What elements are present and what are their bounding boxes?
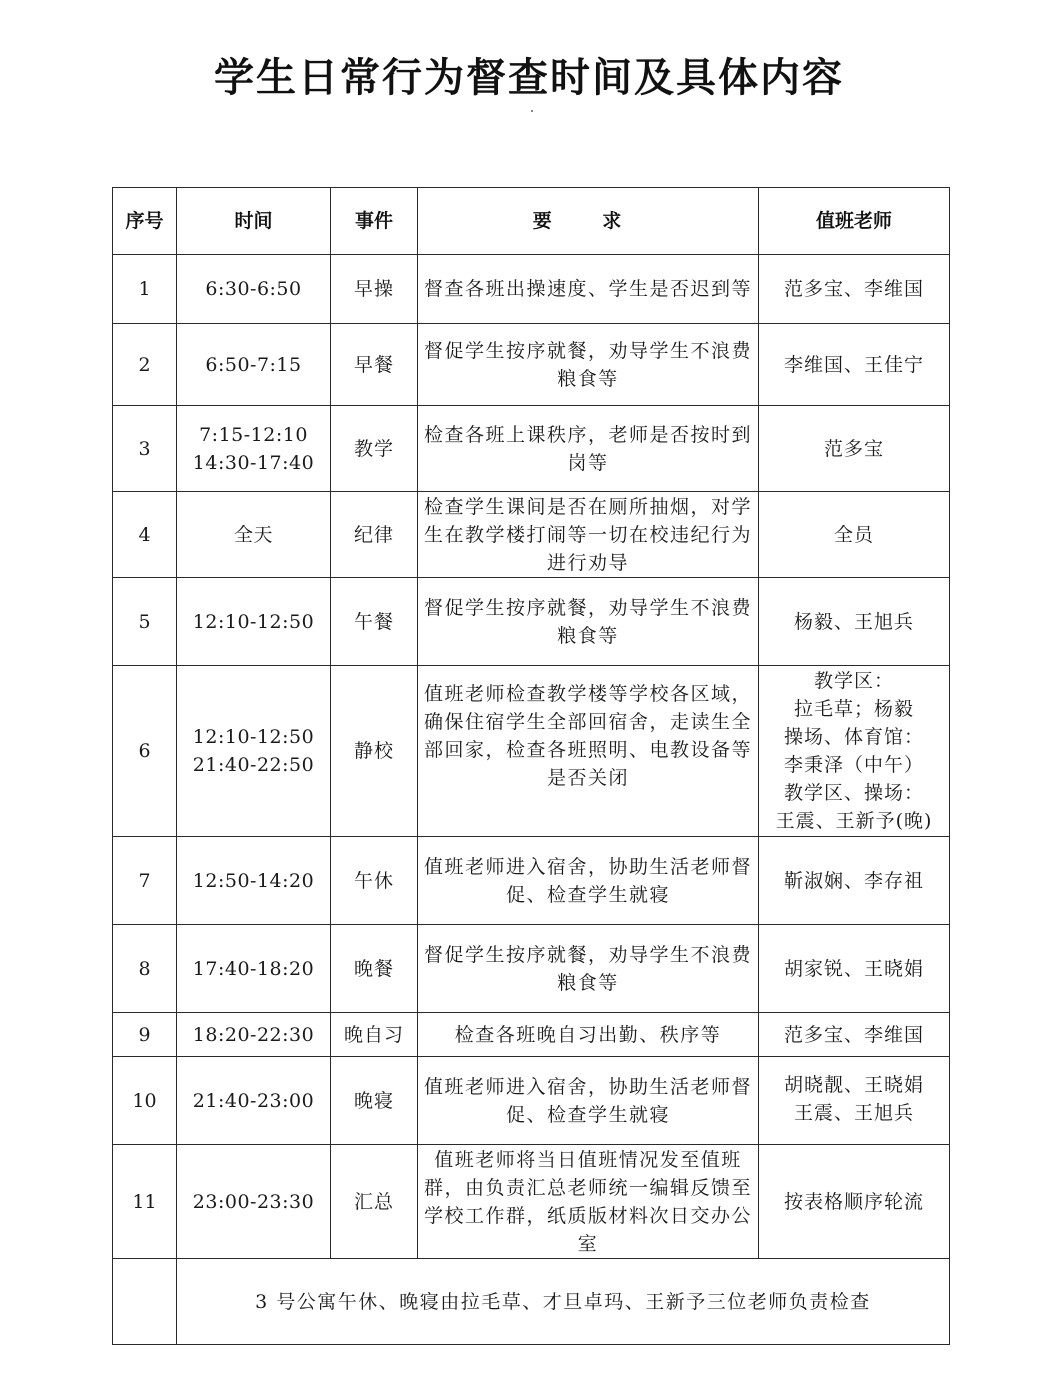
event-cell: 早餐 [331, 324, 418, 406]
time-cell [177, 578, 331, 666]
header-requirement-label: 要 求 [532, 210, 644, 232]
time-cell [177, 1145, 331, 1259]
time-line: 6:30-6:50 [205, 278, 302, 300]
teacher-cell [759, 324, 950, 406]
table-row [113, 492, 950, 578]
seq-cell: 9 [113, 1013, 177, 1057]
header-requirement [418, 188, 759, 255]
time-cell [177, 1057, 331, 1145]
requirement-cell: 检查学生课间是否在厕所抽烟，对学生在教学楼打闹等一切在校违纪行为进行劝导 [418, 492, 759, 578]
teacher-line: 王震、王旭兵 [793, 1102, 914, 1124]
note-row [113, 1259, 950, 1345]
seq-cell: 5 [113, 578, 177, 666]
dot-mark [531, 110, 533, 112]
teacher-line: 按表格顺序轮流 [783, 1190, 924, 1213]
requirement-cell: 值班老师检查教学楼等学校各区域，确保住宿学生全部回宿舍，走读生全部回家，检查各班照明、电教设备等是否关闭 [418, 666, 759, 837]
seq-cell: 11 [113, 1145, 177, 1259]
teacher-cell [759, 255, 950, 324]
event-cell: 晚餐 [331, 925, 418, 1013]
time-cell [177, 492, 331, 578]
time-cell [177, 406, 331, 492]
table-row [113, 1013, 950, 1057]
time-cell [177, 1013, 331, 1057]
time-line: 18:20-22:30 [192, 1023, 315, 1046]
event-cell: 午餐 [331, 578, 418, 666]
time-line: 21:40-23:00 [192, 1089, 315, 1112]
seq-cell: 8 [113, 925, 177, 1013]
page-title: 学生日常行为督查时间及具体内容 [214, 55, 844, 101]
time-line: 14:30-17:40 [192, 451, 315, 474]
teacher-cell [759, 666, 950, 837]
note-blank-cell [113, 1259, 177, 1345]
time-line: 6:50-7:15 [205, 353, 302, 376]
requirement-cell: 检查各班上课秩序，老师是否按时到岗等 [418, 406, 759, 492]
time-cell [177, 255, 331, 324]
teacher-line: 胡家锐、王晓娟 [783, 957, 924, 980]
note-cell: 3 号公寓午休、晚寝由拉毛草、才旦卓玛、王新予三位老师负责检查 [177, 1259, 950, 1345]
table-row [113, 255, 950, 324]
requirement-cell: 督查各班出操速度、学生是否迟到等 [418, 255, 759, 324]
table-row [113, 1057, 950, 1145]
event-cell: 教学 [331, 406, 418, 492]
teacher-cell [759, 1057, 950, 1145]
time-cell [177, 324, 331, 406]
teacher-cell [759, 1013, 950, 1057]
event-cell: 汇总 [331, 1145, 418, 1259]
teacher-cell [759, 578, 950, 666]
requirement-cell: 值班老师进入宿舍，协助生活老师督促、检查学生就寝 [418, 837, 759, 925]
requirement-cell: 检查各班晚自习出勤、秩序等 [418, 1013, 759, 1057]
table-row [113, 1145, 950, 1259]
requirement-cell: 值班老师进入宿舍，协助生活老师督促、检查学生就寝 [418, 1057, 759, 1145]
seq-cell: 3 [113, 406, 177, 492]
time-line: 12:10-12:50 [192, 610, 315, 633]
teacher-line: 教学区、操场： [783, 782, 924, 804]
teacher-line: 靳淑娴、李存祖 [783, 869, 924, 892]
teacher-cell [759, 1145, 950, 1259]
teacher-line: 教学区： [813, 670, 894, 692]
teacher-cell [759, 925, 950, 1013]
teacher-line: 胡晓靓、王晓娟 [783, 1074, 924, 1096]
header-event: 事件 [331, 188, 418, 255]
seq-cell: 10 [113, 1057, 177, 1145]
header-seq: 序号 [113, 188, 177, 255]
time-line: 17:40-18:20 [192, 957, 315, 980]
schedule-table [112, 187, 950, 1345]
teacher-line: 李维国、王佳宁 [783, 353, 924, 376]
event-cell: 静校 [331, 666, 418, 837]
teacher-line: 范多宝 [823, 437, 884, 460]
time-line: 23:00-23:30 [192, 1190, 315, 1213]
time-cell [177, 925, 331, 1013]
requirement-cell: 督促学生按序就餐，劝导学生不浪费粮食等 [418, 925, 759, 1013]
requirement-cell: 值班老师将当日值班情况发至值班群，由负责汇总老师统一编辑反馈至学校工作群，纸质版材料次日交办公室 [418, 1145, 759, 1259]
table-row [113, 666, 950, 837]
teacher-line: 范多宝、李维国 [783, 1023, 924, 1046]
teacher-cell [759, 492, 950, 578]
table-row [113, 578, 950, 666]
event-cell: 纪律 [331, 492, 418, 578]
teacher-line: 范多宝、李维国 [783, 278, 924, 300]
seq-cell: 7 [113, 837, 177, 925]
table-row [113, 837, 950, 925]
requirement-cell: 督促学生按序就餐，劝导学生不浪费粮食等 [418, 324, 759, 406]
teacher-cell [759, 406, 950, 492]
event-cell: 早操 [331, 255, 418, 324]
seq-cell: 6 [113, 666, 177, 837]
time-line: 12:10-12:50 [192, 726, 315, 748]
event-cell: 午休 [331, 837, 418, 925]
table-row [113, 925, 950, 1013]
requirement-cell: 督促学生按序就餐，劝导学生不浪费粮食等 [418, 578, 759, 666]
time-line: 12:50-14:20 [192, 869, 315, 892]
time-line: 21:40-22:50 [192, 754, 315, 776]
teacher-line: 杨毅、王旭兵 [793, 610, 914, 633]
time-line: 7:15-12:10 [199, 423, 308, 446]
seq-cell: 1 [113, 255, 177, 324]
table-header-row [113, 188, 950, 255]
time-cell [177, 666, 331, 837]
seq-cell: 4 [113, 492, 177, 578]
header-time: 时间 [177, 188, 331, 255]
teacher-line: 拉毛草；杨毅 [793, 698, 914, 720]
table-row [113, 406, 950, 492]
header-teacher: 值班老师 [759, 188, 950, 255]
time-line: 全天 [233, 523, 273, 546]
table-row [113, 324, 950, 406]
teacher-line: 李秉泽（中午） [783, 754, 924, 776]
teacher-line: 操场、体育馆： [783, 726, 924, 748]
event-cell: 晚自习 [331, 1013, 418, 1057]
teacher-line: 全员 [833, 523, 874, 546]
teacher-line: 王震、王新予(晚) [775, 810, 933, 832]
event-cell: 晚寝 [331, 1057, 418, 1145]
time-cell [177, 837, 331, 925]
seq-cell: 2 [113, 324, 177, 406]
teacher-cell [759, 837, 950, 925]
